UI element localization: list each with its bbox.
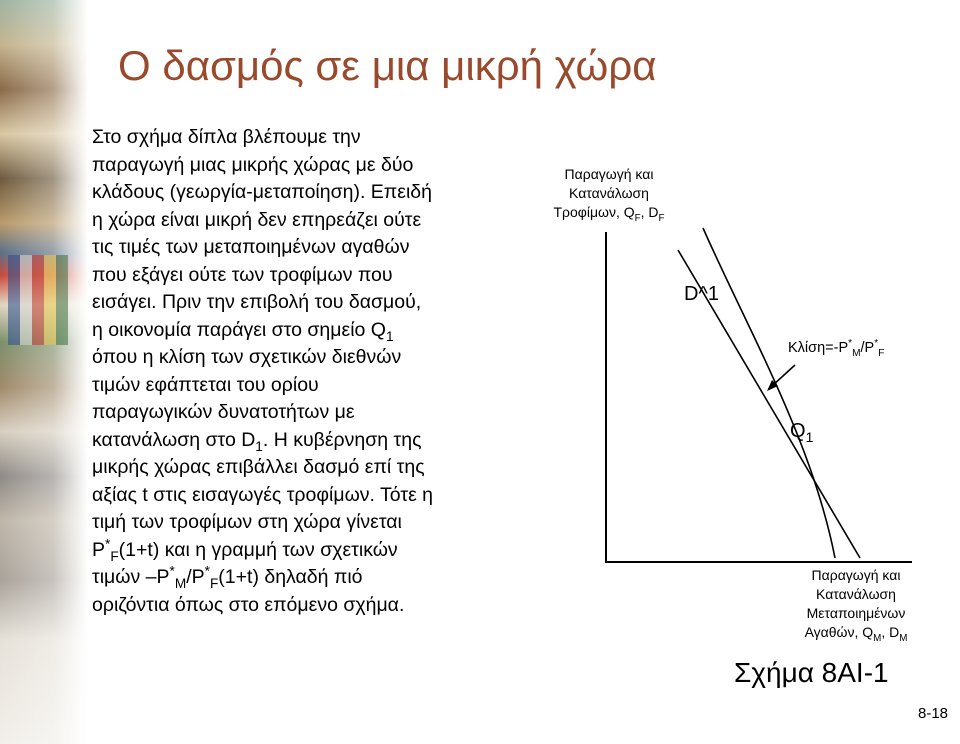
text-line: η χώρα είναι μικρή δεν επηρεάζει ούτε — [92, 208, 422, 231]
slide-title: Ο δασμός σε μια μικρή χώρα — [118, 42, 657, 89]
slide-number: 8-18 — [918, 705, 949, 722]
x-axis-label-line: Μεταποιημένων — [806, 605, 906, 621]
point-q1-label: $Q_1$ — [790, 420, 814, 445]
point-d1-label: D^1 — [684, 283, 719, 305]
text-line: τιμών $-P^*_M/P^*_F(1+t)$ δηλαδή πιό — [92, 563, 363, 591]
text-line: παραγωγή μιας μικρής χώρας με δύο — [92, 153, 414, 176]
text-line: τιμή των τροφίμων στη χώρα γίνεται — [92, 511, 402, 533]
y-axis-label — [544, 165, 674, 222]
text-line: $P^*_F(1+t)$ και η γραμμή των σχετικών — [92, 536, 398, 564]
production-possibility-frontier — [703, 228, 835, 558]
text-line: οριζόντια όπως στο επόμενο σχήμα. — [92, 593, 405, 616]
text-line: παραγωγικών δυνατοτήτων με — [92, 401, 355, 423]
slope-label: $K\lambda ί\sigma\eta=-P^*_M/P^*_F$ — [788, 338, 885, 359]
text-line: εισάγει. Πριν την επιβολή του δασμού, — [92, 291, 422, 313]
text-line: κατανάλωση στο $D_1$. Η κυβέρνηση της — [92, 428, 422, 454]
y-axis-label-line: Παραγωγή και — [564, 166, 654, 182]
x-axis-label-line: Κατανάλωση — [816, 586, 896, 602]
figure-caption: Σχήμα 8AI-1 — [734, 657, 889, 688]
x-axis-label-line: Αγαθών, $Q_M$, $D_M$ — [804, 624, 908, 644]
text-line: Στο σχήμα δίπλα βλέπουμε την — [92, 126, 361, 148]
text-line: κλάδους (γεωργία-μεταποίηση). Επειδή — [92, 181, 432, 203]
x-axis-label — [786, 566, 926, 642]
text-line: αξίας t στις εισαγωγές τροφίμων. Τότε η — [92, 483, 434, 506]
text-line: μικρής χώρας επιβάλλει δασμό επί της — [92, 456, 425, 478]
slope-arrow — [772, 365, 795, 386]
text-line: όπου η κλίση των σχετικών διεθνών — [92, 346, 402, 368]
text-line: τιμών εφάπτεται του ορίου — [92, 373, 319, 396]
text-line: που εξάγει ούτε των τροφίμων που — [92, 263, 393, 286]
text-line: τις τιμές των μεταποιημένων αγαθών — [92, 236, 410, 258]
y-axis-label-line: Τροφίμων, $Q_F$, $D_F$ — [553, 204, 665, 224]
x-axis-label-line: Παραγωγή και — [811, 567, 901, 583]
y-axis-label-line: Κατανάλωση — [569, 185, 649, 201]
text-line: η οικονομία παράγει στο σημείο $Q_1$ — [92, 318, 394, 344]
